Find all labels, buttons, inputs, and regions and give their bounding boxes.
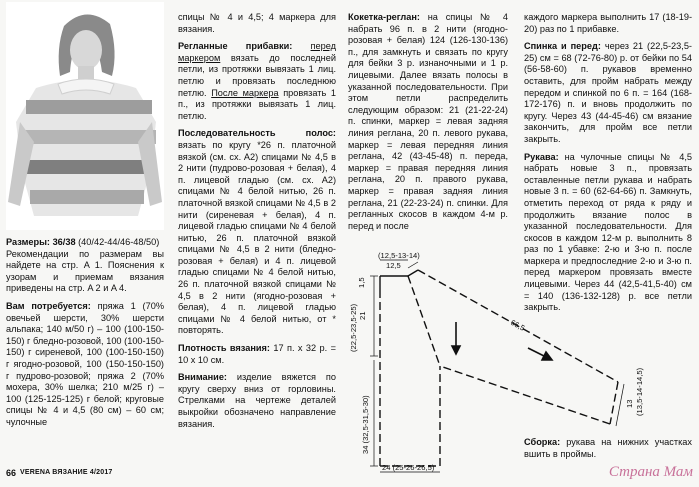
- dim-left-upper-main: 21: [358, 311, 367, 320]
- dim-top-small: 12,5: [386, 261, 401, 270]
- raglan-paragraph: [178, 41, 336, 122]
- sizes-label: Размеры:: [6, 237, 50, 247]
- density-text: 17 п. x 32 р. = 10 x 10 см.: [178, 343, 336, 365]
- attention-paragraph: [178, 372, 336, 430]
- back-front-paragraph: [524, 41, 692, 145]
- page-number: 66: [6, 468, 17, 478]
- assembly-label: Сборка:: [524, 437, 561, 447]
- dim-bottom: 24 (25-26-26,5): [382, 463, 435, 472]
- watermark-logo: Страна Мам: [608, 464, 693, 480]
- column-2: [178, 12, 336, 436]
- raglan-increases-paragraph: каждого маркера выполнить 17 (18-19-20) раз по 1 прибавке.: [524, 12, 692, 34]
- materials-paragraph: [6, 301, 164, 429]
- raglan-before-marker: перед маркером: [178, 41, 336, 63]
- dim-top-width: (12,5-13-14): [378, 251, 420, 260]
- dim-cuff-main: 13: [625, 399, 634, 408]
- sizes-rest: (40/42-44/46-48/50): [78, 237, 160, 247]
- recommend-text: Рекомендации по размерам вы найдете на стр. A 1. Пояснения к узорам и приемам вязания приведены на стр. A 2 и A 4.: [6, 248, 164, 294]
- stripes-label: Последовательность полос:: [178, 128, 336, 139]
- yoke-label: Кокетка-реглан:: [348, 12, 420, 22]
- pattern-diagram: [348, 248, 648, 478]
- raglan-label: Регланные прибавки:: [178, 41, 293, 52]
- sleeves-label: Рукава:: [524, 151, 559, 162]
- column-1: [6, 237, 164, 435]
- density-paragraph: [178, 343, 336, 366]
- dim-left-lower: 34 (32,5-31,5-30): [361, 395, 370, 454]
- sleeves-text: на чулочные спицы № 4,5 набрать новые 3 п., провязать оставленные петли рукава и набрать новые 3 п. = 60 (62-64-66) п. Замкнуть, отметить переход от ряда к ряду и продолжить вязание полос в указанной последовательности. Для скосов в каждом 12-м р. выполнить 8 раз по 1 убавке: 2-ю и 3-ю п. после маркера и предпоследние 2-ю и 3-ю п. перед маркером провязать вместе лицевыми. Через 44 (42,5-41,5-40) см = 140 (136-132-128) р. все петли закрыть.: [524, 151, 692, 313]
- back-front-label: Спинка и перед:: [524, 41, 601, 52]
- magazine-name: VERENA ВЯЗАНИЕ 4/2017: [20, 469, 113, 476]
- raglan-text-1: вязать до последней петли, из протяжки вывязать 1 лиц. петлю и провязать последнюю петлю.: [178, 52, 336, 98]
- yoke-paragraph: [348, 12, 508, 232]
- attention-label: Внимание:: [178, 372, 227, 383]
- needles-paragraph: спицы № 4 и 4,5; 4 маркера для вязания.: [178, 12, 336, 34]
- dim-cuff: (13,5-14-14,5): [635, 367, 644, 416]
- stripes-paragraph: [178, 128, 336, 337]
- sizes-main: 36/38: [52, 237, 76, 247]
- dim-small: 1,5: [357, 277, 366, 288]
- dim-sleeve: 66,5: [509, 317, 527, 333]
- column-3: [348, 12, 508, 238]
- assembly-text: рукава на нижних участках вшить в проймы.: [524, 437, 692, 459]
- dim-left-upper: (22,5-23,5-25): [349, 303, 358, 352]
- raglan-after-marker: После маркера: [211, 87, 279, 98]
- stripes-text: вязать по кругу *26 п. платочной вязкой (см. cx. A2) спицами № 4,5 в 2 нити (пудрово-розовая + белая), 4 п. лицевой гладью (см. cx. A2) спицами № 4 белой нитью, 26 п. платочной вязкой спицами № 4,5 в 2 нити (сиреневая + белая), 4 п. лицевой гладью спицами № 4 белой нитью, 26 п. платочной вязкой спицами № 4,5 в 2 нити (бледно-розовая + белая) и 4 п. лицевой гладью спицами № 4 белой нитью, 26 п. платочной вязкой спицами № 4,5 в 2 нити (ягодно-розовая + белая), 4 п. лицевой гладью спицами № 4 белой нитью, от * повторять.: [178, 139, 336, 336]
- model-photo: [6, 2, 164, 230]
- materials-label: Вам потребуется:: [6, 300, 91, 311]
- materials-text: пряжа 1 (70% овечьей шерсти, 30% шерсти альпака; 140 м/50 г) – 100 (100-150-150) г бледно-розовой, 100 (100-150-150) г сиреневой, 100 (100-150-150) г ягодно-розовой, 100 (150-150-150) г пудрово-розовой; пряжа 2 (70% мохера, 30% шелка; 210 м/25 г) – 100 (125-125-125) г белой; круговые спицы № 4 и 4,5 (80 см) – 60 см; чулочные: [6, 300, 164, 427]
- yoke-text: на спицы № 4 набрать 96 п. в 2 нити (ягодно-розовая + белая) 124 (126-130-136) п., для замкнуть и связать по кругу для бейки 3 р. изнаночными и 1 р. лицевыми. Далее вязать полосы в указанной последовательности. При этом петли распределить следующим образом: 21 (21-22-24) п. спинки, маркер = левая задняя линия реглана, 20 п. левого рукава, маркер = левая передняя линия реглана, 42 (43-45-48) п. переда, маркер = правая передняя линия реглана, 20 п. правого рукава, маркер = правая задняя линия реглана, 21 (22-23-24) п. спинки. Для регланных скосов в каждом 4-м р. перед и после: [348, 12, 508, 231]
- sizes-paragraph: [6, 237, 164, 295]
- density-label: Плотность вязания:: [178, 343, 270, 354]
- raglan-text-2: провязать 1 п., из протяжки вывязать 1 лиц. петлю.: [178, 87, 336, 121]
- attention-text: изделие вяжется по кругу сверху вниз от горловины. Стрелками на чертеже деталей выкройки обозначено направление вязания.: [178, 372, 336, 429]
- back-front-text: через 21 (22,5-23,5-25) см = 68 (72-76-80) р. от бейки по 54 (56-58-60) п. рукавов временно оставить, для пройм набрать между передом и спинкой по 6 п. = 164 (168-172-176) п. и вновь продолжить по кругу. Через 43 (44-45-46) см вязание закончить, для пройм все петли закрыть.: [524, 41, 692, 144]
